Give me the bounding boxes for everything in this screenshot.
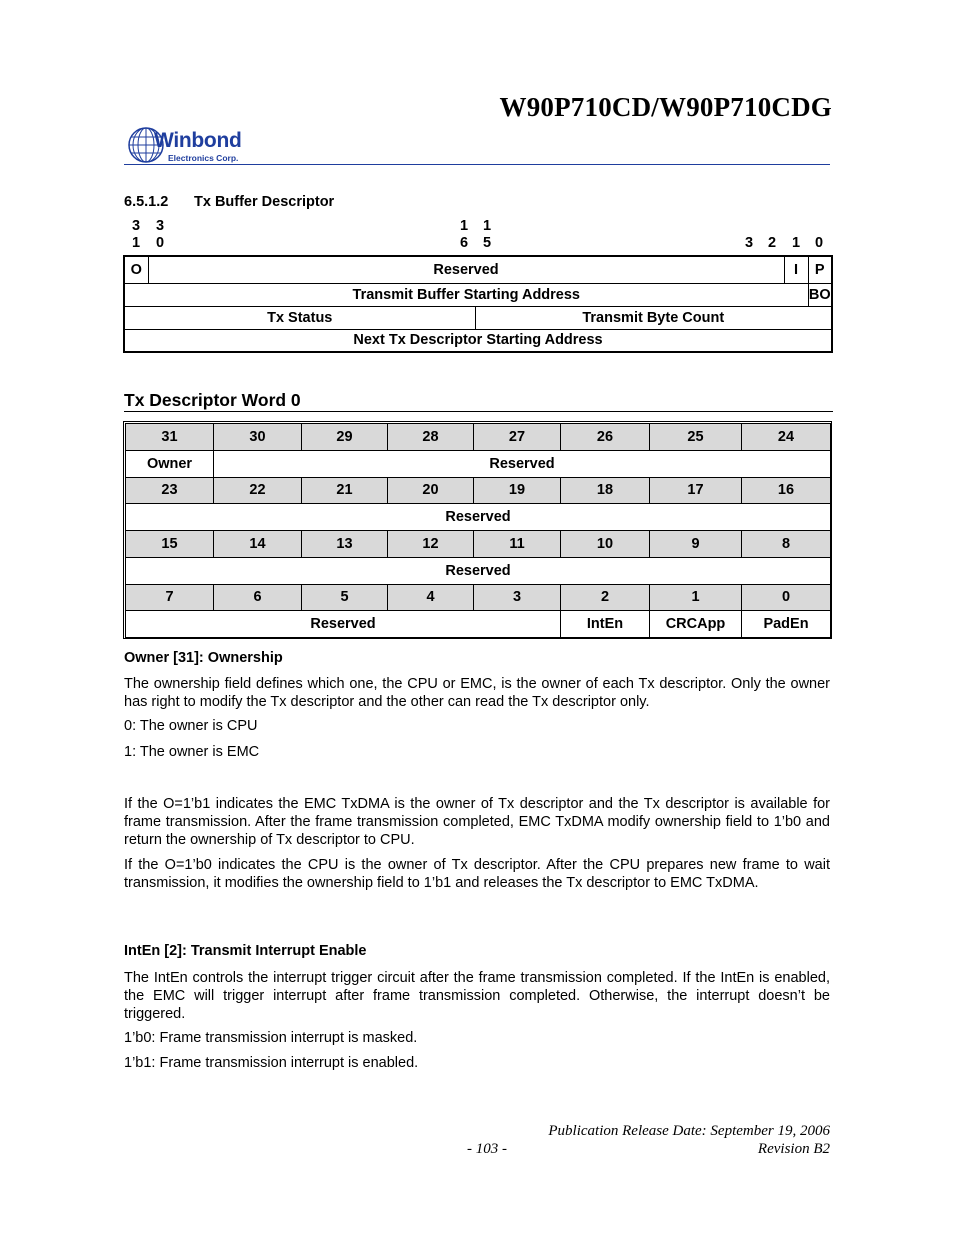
bit-marker: 1	[791, 235, 801, 251]
reserved-field-cell: Reserved	[126, 504, 831, 531]
bit-number-cell: 25	[650, 424, 742, 451]
bit-number-cell: 18	[561, 477, 650, 504]
bit-number-cell: 1	[650, 584, 742, 611]
bit-number-cell: 8	[742, 531, 831, 558]
owner-option-1: 1: The owner is EMC	[124, 744, 260, 760]
bit-marker: 0	[155, 235, 165, 251]
inten-paragraph: The IntEn controls the interrupt trigger circuit after the frame transmission completed. If the IntEn is enabled, the EMC will trigger interrupt after frame transmission completed. Otherwise, the interrupt doesn’t be triggered.	[124, 970, 830, 1022]
bit-number-cell: 29	[302, 424, 388, 451]
bit-number-cell: 19	[474, 477, 561, 504]
p-bit-cell: P	[808, 256, 832, 283]
bit-number-cell: 14	[214, 531, 302, 558]
bit-number-cell: 0	[742, 584, 831, 611]
owner-option-0: 0: The owner is CPU	[124, 718, 258, 734]
reserved-field-cell: Reserved	[214, 450, 831, 477]
logo-letter: W	[154, 129, 174, 152]
bit-number-cell: 6	[214, 584, 302, 611]
section-number: 6.5.1.2	[124, 194, 169, 210]
bit-number-cell: 24	[742, 424, 831, 451]
bit-marker: 5	[482, 235, 492, 251]
inten-option-0: 1’b0: Frame transmission interrupt is masked.	[124, 1030, 418, 1046]
bit-number-cell: 5	[302, 584, 388, 611]
next-descriptor-cell: Next Tx Descriptor Starting Address	[124, 329, 832, 352]
footer-page-number: - 103 -	[467, 1141, 507, 1157]
paden-field-cell: PadEn	[742, 611, 831, 638]
logo-wordmark	[154, 129, 242, 153]
bit-number-cell: 21	[302, 477, 388, 504]
owner-bit-cell: O	[124, 256, 148, 283]
word0-heading-rule	[124, 411, 833, 412]
document-title: W90P710CD/W90P710CDG	[499, 92, 832, 122]
winbond-logo	[127, 126, 257, 166]
bit-marker: 3	[155, 218, 165, 234]
inten-field-cell: IntEn	[561, 611, 650, 638]
owner-field-cell: Owner	[126, 450, 214, 477]
bit-number-cell: 9	[650, 531, 742, 558]
logo-word: inbond	[173, 129, 242, 152]
header-divider	[124, 164, 830, 165]
footer-release-date: Publication Release Date: September 19, 2006	[548, 1123, 830, 1139]
bit-marker: 3	[131, 218, 141, 234]
bit-number-cell: 28	[388, 424, 474, 451]
bit-number-cell: 4	[388, 584, 474, 611]
bit-marker: 6	[459, 235, 469, 251]
reserved-field-cell: Reserved	[126, 611, 561, 638]
bit-number-cell: 15	[126, 531, 214, 558]
bit-number-cell: 16	[742, 477, 831, 504]
bit-number-cell: 31	[126, 424, 214, 451]
bit-number-cell: 23	[126, 477, 214, 504]
bit-number-cell: 26	[561, 424, 650, 451]
owner-paragraph-emc: If the O=1’b1 indicates the EMC TxDMA is the owner of Tx descriptor and the Tx descriptor is available for frame transmission. After the frame transmission completed, EMC TxDMA modify ownership field to 1’b0 and return the ownership of Tx descriptor to CPU.	[124, 796, 830, 848]
bit-marker: 3	[744, 235, 754, 251]
tx-descriptor-table	[123, 255, 833, 353]
section-title: Tx Buffer Descriptor	[194, 194, 335, 210]
bit-number-cell: 2	[561, 584, 650, 611]
bit-marker: 1	[482, 218, 492, 234]
bit-marker: 1	[131, 235, 141, 251]
bit-number-cell: 20	[388, 477, 474, 504]
owner-heading: Owner [31]: Ownership	[124, 650, 283, 666]
bit-marker: 1	[459, 218, 469, 234]
bit-number-cell: 22	[214, 477, 302, 504]
bit-marker: 2	[767, 235, 777, 251]
bo-cell: BO	[808, 283, 832, 306]
bit-number-cell: 17	[650, 477, 742, 504]
tx-status-cell: Tx Status	[124, 306, 475, 329]
bit-number-cell: 7	[126, 584, 214, 611]
reserved-cell: Reserved	[148, 256, 784, 283]
bit-number-cell: 10	[561, 531, 650, 558]
i-bit-cell: I	[784, 256, 808, 283]
bit-number-cell: 3	[474, 584, 561, 611]
bit-number-cell: 13	[302, 531, 388, 558]
byte-count-cell: Transmit Byte Count	[475, 306, 832, 329]
owner-paragraph-cpu: If the O=1’b0 indicates the CPU is the owner of Tx descriptor. After the CPU prepares new frame to wait transmission, it modifies the ownership field to 1’b1 and releases the Tx descriptor to EMC TxDMA.	[124, 857, 830, 891]
bit-marker: 0	[814, 235, 824, 251]
word0-heading: Tx Descriptor Word 0	[124, 390, 301, 410]
reserved-field-cell: Reserved	[126, 557, 831, 584]
bit-number-cell: 12	[388, 531, 474, 558]
bit-number-cell: 11	[474, 531, 561, 558]
inten-heading: IntEn [2]: Transmit Interrupt Enable	[124, 943, 367, 959]
word0-table	[125, 423, 831, 638]
inten-option-1: 1’b1: Frame transmission interrupt is enabled.	[124, 1055, 419, 1071]
crcapp-field-cell: CRCApp	[650, 611, 742, 638]
buffer-address-cell: Transmit Buffer Starting Address	[124, 283, 808, 306]
logo-subtext: Electronics Corp.	[168, 153, 239, 163]
bit-number-cell: 30	[214, 424, 302, 451]
owner-paragraph: The ownership field defines which one, the CPU or EMC, is the owner of each Tx descriptor. Only the owner has right to modify the Tx descriptor and the other can read the Tx descriptor only.	[124, 676, 830, 710]
footer-revision: Revision B2	[757, 1141, 830, 1157]
bit-number-cell: 27	[474, 424, 561, 451]
